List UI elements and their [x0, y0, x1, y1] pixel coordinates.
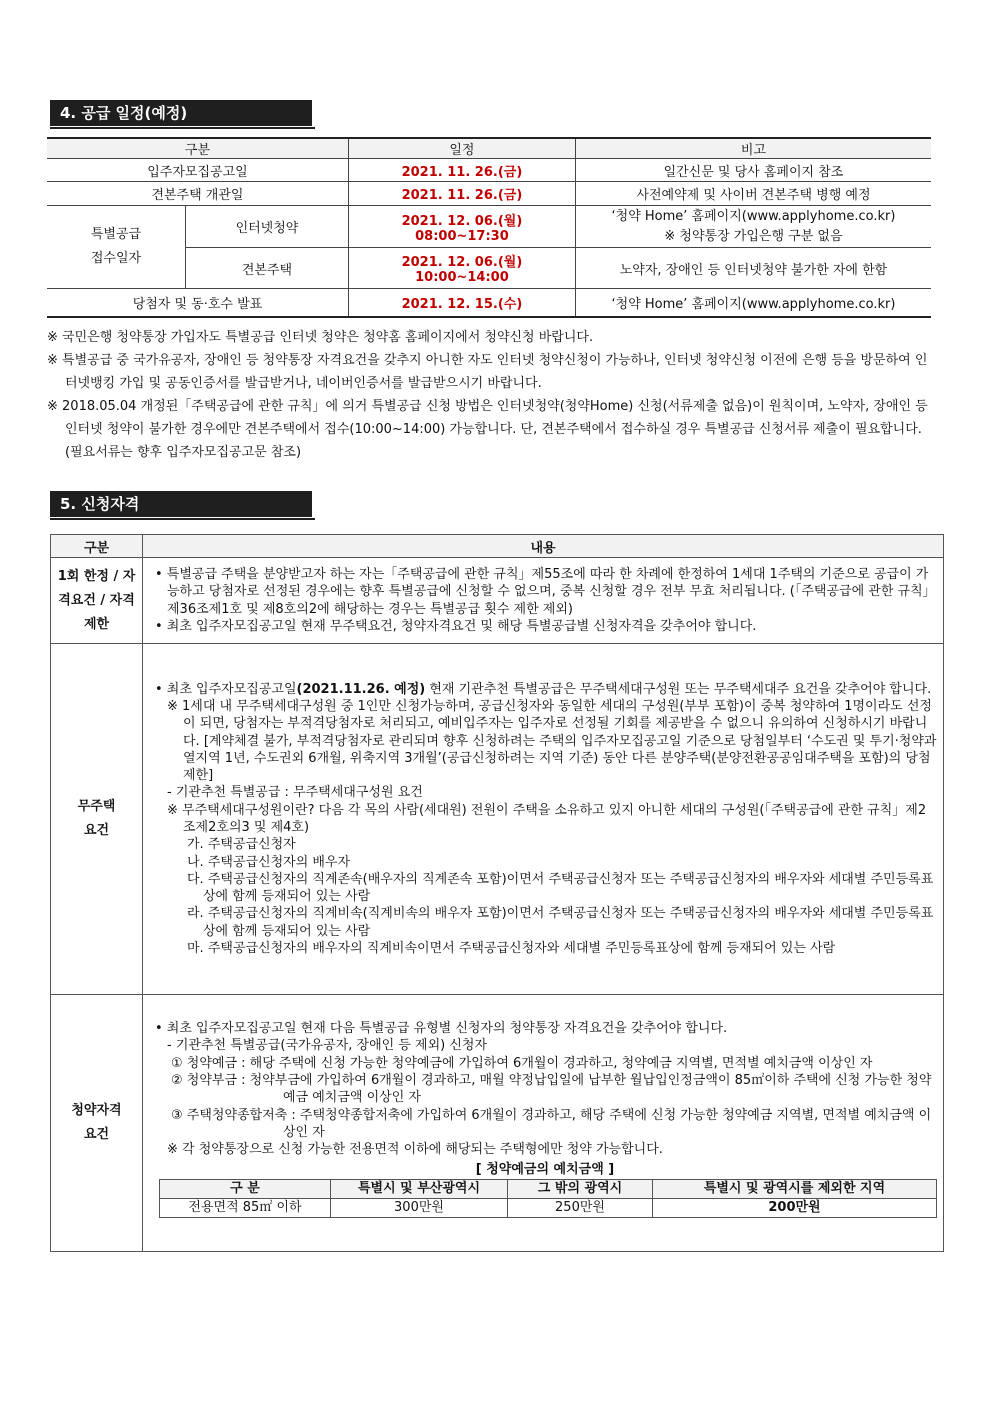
bullet-text: • 특별공급 주택을 분양받고자 하는 자는「주택공급에 관한 규칙」제55조에 따라 한 차례에 한정하여 1세대 1주택의 기준으로 공급이 가능하고 당첨자로 선정된 경우에는 향후 특별공급에 신청할 수 없으며, 중복 신청할 경우 전부 무효 처리됩니다. (「주택공급에 관한 규칙」제36조제1호 및 제8호의2에 해당하는 경우는 특별공급 횟수 제한 제외)	[155, 566, 936, 617]
list-item: 마. 주택공급신청자의 배우자의 직계비속이면서 주택공급신청자와 세대별 주민등록표상에 함께 등재되어 있는 사람	[187, 941, 836, 957]
internet-date: 2021. 12. 06.(월) 08:00~17:30	[348, 206, 575, 248]
table-header-row	[51, 535, 944, 558]
dash-text: - 기관추천 특별공급(국가유공자, 장애인 등 제외) 신청자	[167, 1038, 488, 1054]
deposit-header: 특별시 및 부산광역시	[331, 1179, 508, 1198]
deposit-header: 그 밖의 광역시	[508, 1179, 653, 1198]
deposit-amount-table	[159, 1179, 937, 1218]
row-note: 사전예약제 및 사이버 견본주택 병행 예정	[575, 182, 931, 206]
row-date: 2021. 11. 26.(금)	[348, 182, 575, 206]
internet-label: 인터넷청약	[186, 206, 349, 248]
list-item: ① 청약예금 : 해당 주택에 신청 가능한 청약예금에 가입하여 6개월이 경과하고, 청약예금 지역별, 면적별 예치금액 이상인 자	[171, 1055, 873, 1071]
bullet-text: • 최초 입주자모집공고일 현재 다음 특별공급 유형별 신청자의 청약통장 자격요건을 갖추어야 합니다.	[155, 1021, 728, 1037]
model-house-label: 견본주택	[186, 248, 349, 289]
list-item: 나. 주택공급신청자의 배우자	[187, 854, 351, 870]
deposit-header: 특별시 및 광역시를 제외한 지역	[653, 1179, 937, 1198]
section-4-notes	[47, 326, 937, 464]
note-item: ※ 특별공급 중 국가유공자, 장애인 등 청약통장 자격요건을 갖추지 아니한 자도 인터넷 청약신청이 가능하나, 인터넷 청약신청 이전에 은행 등을 방문하여 인터넷뱅킹 가입 및 공동인증서를 발급받거나, 네이버인증서를 발급받으시기 바랍니다.	[47, 353, 928, 391]
header-schedule: 일정	[348, 138, 575, 159]
header-category: 구분	[51, 535, 143, 558]
list-item: ② 청약부금 : 청약부금에 가입하여 6개월이 경과하고, 매월 약정납입일에 납부한 월납입인정금액이 85㎡이하 주택에 신청 가능한 청약예금 예치금액 이상인 자	[171, 1073, 932, 1106]
row-label-homeless: 무주택 요건	[51, 644, 143, 995]
row-content	[143, 644, 944, 995]
row-label: 입주자모집공고일	[47, 159, 348, 182]
table-header-row	[47, 138, 931, 159]
supply-schedule-table	[47, 137, 931, 318]
note-text: ※ 무주택세대구성원이란? 다음 각 목의 사람(세대원) 전원이 주택을 소유하고 있지 아니한 세대의 구성원(「주택공급에 관한 규칙」제2조제2호의3 및 제4호)	[167, 802, 927, 835]
internet-note: ‘청약 Home’ 홈페이지(www.applyhome.co.kr) ※ 청약통장 가입은행 구분 없음	[575, 206, 931, 248]
header-content: 내용	[143, 535, 944, 558]
deposit-header: 구 분	[160, 1179, 331, 1198]
row-label: 견본주택 개관일	[47, 182, 348, 206]
model-house-note: 노약자, 장애인 등 인터넷청약 불가한 자에 한함	[575, 248, 931, 289]
announce-label: 당첨자 및 동·호수 발표	[47, 289, 348, 317]
deposit-cell: 200만원	[653, 1198, 937, 1217]
deposit-cell: 전용면적 85㎡ 이하	[160, 1198, 331, 1217]
model-house-date: 2021. 12. 06.(월) 10:00~14:00	[348, 248, 575, 289]
deposit-table-title: [ 청약예금의 예치금액 ]	[475, 1161, 615, 1177]
row-content	[143, 558, 944, 644]
note-text: ※ 1세대 내 무주택세대구성원 중 1인만 신청가능하며, 공급신청자와 동일한 세대의 구성원(부부 포함)이 중복 청약하여 1명이라도 선정이 되면, 당첨자는 부적격당첨자로 처리되고, 예비입주자는 입주자로 선정될 기회를 제공받을 수 없으니 유의하여 신청하시기 바랍니다. [계약체결 불가, 부적격당첨자로 관리되며 향후 신청하려는 주택의 입주자모집공고일 기준으로 당첨일부터 ‘수도권 및 투기·청약과열지역 1년, 수도권외 6개월, 위축지역 3개월’(공급신청하려는 지역 기준) 동안 다른 분양주택(분양전환공공임대주택을 포함)의 당첨 제한]	[167, 698, 937, 784]
table-row	[47, 159, 931, 182]
row-label-limit: 1회 한정 / 자격요건 / 자격제한	[51, 558, 143, 644]
table-row	[47, 289, 931, 317]
table-row	[160, 1198, 937, 1217]
note-text: ※ 각 청약통장으로 신청 가능한 전용면적 이하에 해당되는 주택형에만 청약 가능합니다.	[167, 1142, 663, 1158]
row-note: 일간신문 및 당사 홈페이지 참조	[575, 159, 931, 182]
row-label-subscription: 청약자격 요건	[51, 995, 143, 1252]
section-5-title: 5. 신청자격	[50, 491, 312, 517]
table-row	[51, 995, 944, 1252]
list-item: 다. 주택공급신청자의 직계존속(배우자의 직계존속 포함)이면서 주택공급신청자 또는 주택공급신청자의 배우자와 세대별 주민등록표상에 함께 등재되어 있는 사람	[187, 871, 934, 905]
bullet-text: • 최초 입주자모집공고일 현재 무주택요건, 청약자격요건 및 해당 특별공급별 신청자격을 갖추어야 합니다.	[155, 618, 757, 634]
row-content	[143, 995, 944, 1252]
list-item: ③ 주택청약종합저축 : 주택청약종합저축에 가입하여 6개월이 경과하고, 해당 주택에 신청 가능한 청약예금 지역별, 면적별 예치금액 이상인 자	[171, 1107, 932, 1140]
note-item: ※ 국민은행 청약통장 가입자도 특별공급 인터넷 청약은 청약홈 홈페이지에서 청약신청 바랍니다.	[47, 330, 594, 345]
eligibility-table	[50, 534, 944, 1252]
table-row	[51, 558, 944, 644]
row-date: 2021. 11. 26.(금)	[348, 159, 575, 182]
table-row	[47, 182, 931, 206]
note-item: ※ 2018.05.04 개정된「주택공급에 관한 규칙」에 의거 특별공급 신청 방법은 인터넷청약(청약Home) 신청(서류제출 없음)이 원칙이며, 노약자, 장애인 등 인터넷 청약이 불가한 경우에만 견본주택에서 접수(10:00~14:00) 가능합니다. 단, 견본주택에서 접수하실 경우 특별공급 신청서류 제출이 필요합니다. (필요서류는 향후 입주자모집공고문 참조)	[47, 399, 928, 460]
deposit-cell: 250만원	[508, 1198, 653, 1217]
dash-text: - 기관추천 특별공급 : 무주택세대구성원 요건	[167, 785, 423, 801]
table-row	[47, 206, 931, 248]
section-4-title: 4. 공급 일정(예정)	[50, 100, 312, 126]
list-item: 가. 주택공급신청자	[187, 837, 296, 853]
table-row	[51, 644, 944, 995]
deposit-cell: 300만원	[331, 1198, 508, 1217]
table-header-row	[160, 1179, 937, 1198]
list-item: 라. 주택공급신청자의 직계비속(직계비속의 배우자 포함)이면서 주택공급신청자 또는 주택공급신청자의 배우자와 세대별 주민등록표상에 함께 등재되어 있는 사람	[187, 906, 934, 939]
bullet-text: • 최초 입주자모집공고일(2021.11.26. 예정) 현재 기관추천 특별공급은 무주택세대구성원 또는 무주택세대주 요건을 갖추어야 합니다.	[155, 681, 932, 697]
header-note: 비고	[575, 138, 931, 159]
announce-note: ‘청약 Home’ 홈페이지(www.applyhome.co.kr)	[575, 289, 931, 317]
special-supply-label: 특별공급 접수일자	[47, 206, 186, 289]
announce-date: 2021. 12. 15.(수)	[348, 289, 575, 317]
header-category: 구분	[47, 138, 348, 159]
